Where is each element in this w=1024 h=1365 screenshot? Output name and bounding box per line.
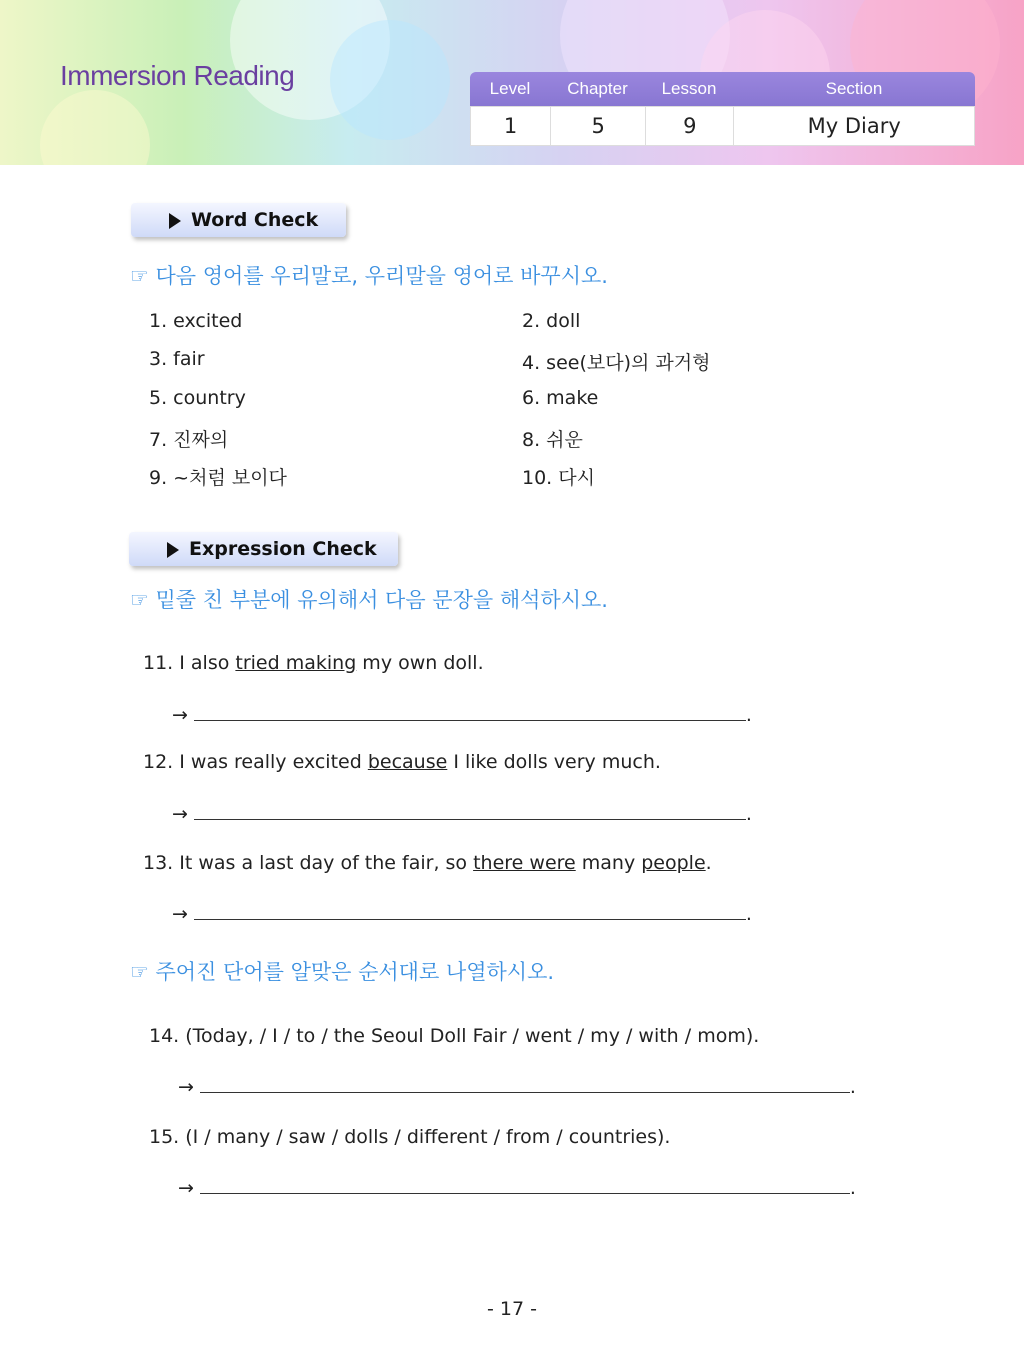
question-13: 13. It was a last day of the fair, so there were many people. [143, 852, 712, 874]
answer-line-15[interactable]: → . [178, 1177, 856, 1199]
word-item: 7. 진짜의 [149, 429, 229, 451]
section-value: My Diary [807, 114, 901, 138]
word-item: 4. see(보다)의 과거형 [522, 352, 711, 374]
question-11: 11. I also tried making my own doll. [143, 652, 484, 674]
underlined-phrase: people [641, 852, 706, 874]
answer-line-11[interactable]: → . [172, 704, 752, 726]
answer-line-13[interactable]: → . [172, 903, 752, 925]
chapter-header: Chapter [567, 79, 628, 98]
chapter-value: 5 [551, 107, 646, 145]
play-triangle-icon [169, 213, 181, 229]
decor-bubble [40, 90, 150, 165]
lesson-info-header [470, 72, 975, 106]
level-value: 1 [471, 107, 551, 145]
ordering-instruction: ☞ 주어진 단어를 알맞은 순서대로 나열하시오. [130, 960, 555, 984]
word-item: 8. 쉬운 [522, 429, 583, 451]
arrow-icon: → [172, 803, 188, 825]
lesson-header: Lesson [661, 79, 717, 98]
lesson-value: 9 [646, 107, 734, 145]
underlined-phrase: tried making [235, 652, 357, 674]
word-item: 1. excited [149, 310, 243, 332]
question-14: 14. (Today, / I / to / the Seoul Doll Fair / went / my / with / mom). [149, 1025, 760, 1047]
word-item: 3. fair [149, 348, 205, 370]
question-15: 15. (I / many / saw / dolls / different / from / countries). [149, 1126, 671, 1148]
question-12: 12. I was really excited because I like dolls very much. [143, 751, 661, 773]
lesson-info-table [470, 72, 975, 146]
page-number: - 17 - [487, 1298, 537, 1320]
answer-line-14[interactable]: → . [178, 1076, 856, 1098]
word-check-instruction: ☞ 다음 영어를 우리말로, 우리말을 영어로 바꾸시오. [130, 264, 608, 288]
word-item: 9. ~처럼 보이다 [149, 467, 287, 489]
underlined-phrase: there were [473, 852, 576, 874]
arrow-icon: → [172, 704, 188, 726]
arrow-icon: → [178, 1076, 194, 1098]
word-item: 6. make [522, 387, 599, 409]
app-title: Immersion Reading [60, 60, 295, 91]
arrow-icon: → [172, 903, 188, 925]
lesson-info-values [470, 106, 975, 146]
play-triangle-icon [167, 542, 179, 558]
expression-check-heading: Expression Check [129, 532, 398, 566]
answer-line-12[interactable]: → . [172, 803, 752, 825]
level-header: Level [489, 79, 531, 98]
header-banner [0, 0, 1024, 165]
underlined-phrase: because [367, 751, 448, 773]
word-item: 5. country [149, 387, 246, 409]
word-item: 10. 다시 [522, 467, 595, 489]
translate-instruction: ☞ 밑줄 친 부분에 유의해서 다음 문장을 해석하시오. [130, 588, 608, 612]
arrow-icon: → [178, 1177, 194, 1199]
word-item: 2. doll [522, 310, 581, 332]
decor-bubble [330, 20, 450, 140]
word-check-heading: Word Check [131, 203, 346, 237]
section-header: Section [825, 79, 883, 98]
